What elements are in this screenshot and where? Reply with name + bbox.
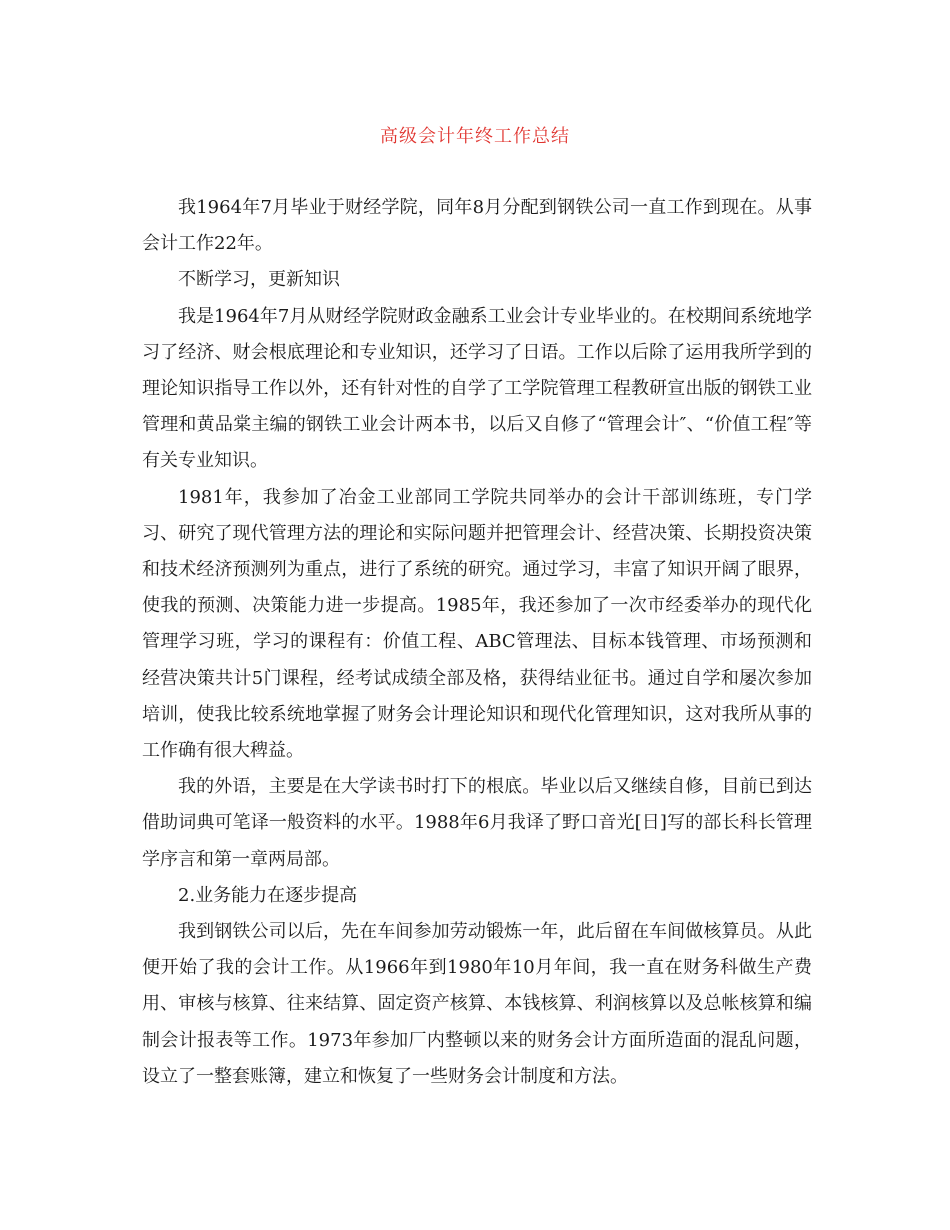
paragraph-career: 我到钢铁公司以后，先在车间参加劳动锻炼一年，此后留在车间做核算员。从此便开始了我的会计工作。从1966年到1980年10月年间，我一直在财务科做生产费用、审核与核算、往来结算、固定资产核算、本钱核算、利润核算以及总帐核算和编制会计报表等工作。1973年参加厂内整顿以来的财务会计方面所造面的混乱问题，设立了一整套账簿，建立和恢复了一些财务会计制度和方法。: [142, 921, 812, 1087]
paragraph-language: 我的外语，主要是在大学读书时打下的根底。毕业以后又继续自修，目前已到达借助词典可笔译一般资料的水平。1988年6月我译了野口音光[日]写的部长科长管理学序言和第一章两局部。: [142, 776, 812, 870]
section-heading-ability: 2.业务能力在逐步提高: [178, 884, 358, 906]
paragraph-training: 1981年，我参加了冶金工业部同工学院共同举办的会计干部训练班，专门学习、研究了现代管理方法的理论和实际问题并把管理会计、经营决策、长期投资决策和技术经济预测列为重点，进行了系统的研究。通过学习，丰富了知识开阔了眼界，使我的预测、决策能力进一步提高。1985年，我还参加了一次市经委举办的现代化管理学习班，学习的课程有：价值工程、ABC管理法、目标本钱管理、市场预测和经营决策共计5门课程，经考试成绩全部及格，获得结业征书。通过自学和屡次参加培训，使我比较系统地掌握了财务会计理论知识和现代化管理知识，这对我所从事的工作确有很大稗益。: [142, 486, 812, 762]
section-heading-learning: 不断学习，更新知识: [178, 269, 340, 291]
paragraph-intro: 我1964年7月毕业于财经学院，同年8月分配到钢铁公司一直工作到现在。从事会计工作22年。: [142, 197, 812, 255]
document-body: [142, 190, 812, 1095]
paragraph-education: 我是1964年7月从财经学院财政金融系工业会计专业毕业的。在校期间系统地学习了经济、财会根底理论和专业知识，还学习了日语。工作以后除了运用我所学到的理论知识指导工作以外，还有针对性的自学了工学院管理工程教研宣出版的钢铁工业管理和黄品棠主编的钢铁工业会计两本书，以后又自修了“管理会计″、“价值工程″等有关专业知识。: [142, 305, 812, 472]
document-title: 高级会计年终工作总结: [380, 126, 570, 147]
